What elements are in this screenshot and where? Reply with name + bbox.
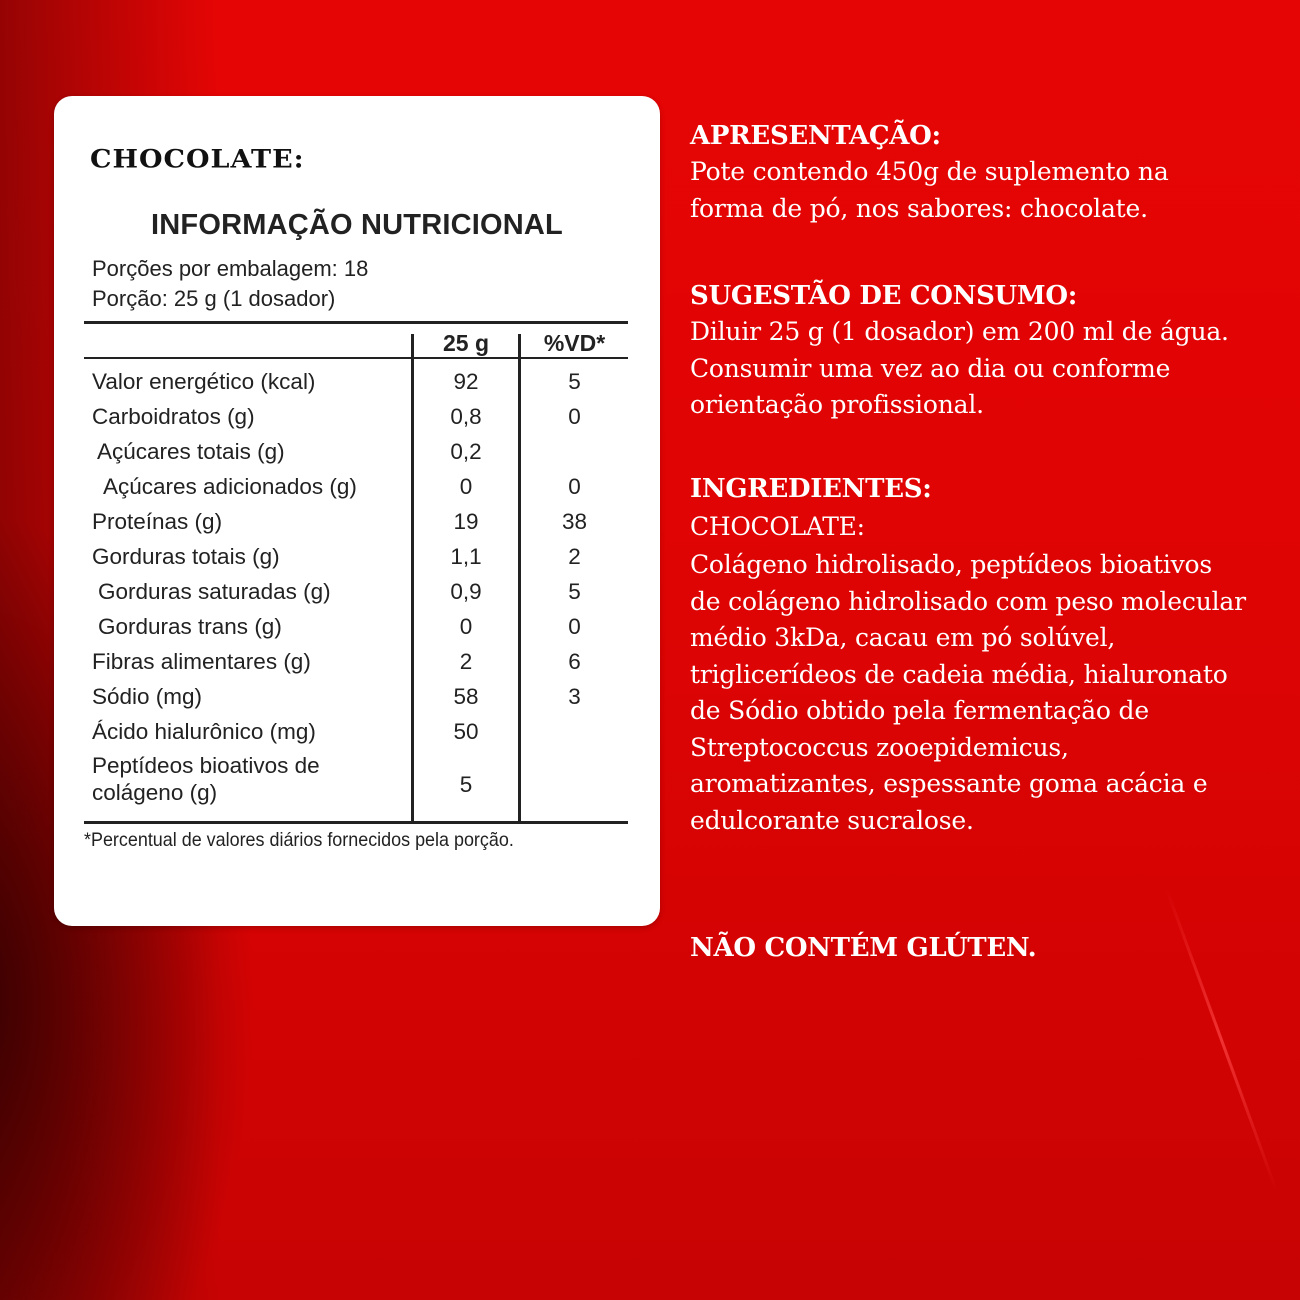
nutrient-label: Gorduras saturadas (g): [98, 579, 331, 604]
nutrient-label: Carboidratos (g): [92, 404, 255, 429]
ingredients-section: [690, 471, 1250, 839]
nutrient-amount: 0: [459, 474, 473, 499]
nutrient-daily-value: 0: [568, 474, 581, 499]
flavor-title: CHOCOLATE:: [90, 144, 305, 175]
usage-heading: SUGESTÃO DE CONSUMO:: [690, 281, 1078, 311]
gluten-section: [690, 930, 1250, 966]
nutrient-amount: 0,2: [450, 439, 482, 464]
nutrient-daily-value: 38: [561, 509, 588, 534]
nutrient-label: Peptídeos bioativos de colágeno (g): [92, 753, 320, 805]
nutrient-amount: 2: [459, 649, 473, 674]
table-row: [84, 719, 628, 749]
nutrient-amount: 92: [453, 369, 479, 394]
daily-value-footnote: *Percentual de valores diários fornecidos pela porção.: [84, 829, 514, 851]
nutrient-amount: 5: [459, 772, 473, 797]
nutrient-daily-value: 3: [568, 684, 581, 709]
nutrient-label: Açúcares totais (g): [97, 439, 285, 464]
ingredients-heading: INGREDIENTES:: [690, 474, 932, 504]
servings-per-package: Porções por embalagem: 18: [92, 256, 369, 281]
nutrient-daily-value: 2: [568, 544, 581, 569]
column-header-amount: 25 g: [442, 330, 490, 356]
table-row: [84, 404, 628, 434]
table-row: [84, 509, 628, 539]
column-header-daily-value: %VD*: [543, 330, 606, 356]
table-row: [84, 544, 628, 574]
nutrient-amount: 19: [453, 509, 479, 534]
nutrient-amount: 0,8: [450, 404, 482, 429]
nutrient-label: Sódio (mg): [92, 684, 203, 709]
nutrition-facts-card: [54, 96, 660, 926]
table-row: [84, 439, 628, 469]
nutrient-daily-value: 0: [568, 404, 581, 429]
table-row: [84, 649, 628, 679]
presentation-text: Pote contendo 450g de suplemento na forma de pó, nos sabores: chocolate.: [690, 157, 1169, 223]
nutrient-amount: 58: [453, 684, 479, 709]
nutrient-label: Fibras alimentares (g): [92, 649, 311, 674]
table-row: [84, 474, 628, 504]
serving-size: Porção: 25 g (1 dosador): [92, 286, 336, 311]
nutrient-label: Proteínas (g): [92, 509, 223, 534]
presentation-heading: APRESENTAÇÃO:: [690, 121, 941, 151]
header-separator: [84, 357, 628, 359]
nutrient-label: Valor energético (kcal): [92, 369, 316, 394]
table-row: [84, 684, 628, 714]
gluten-notice: NÃO CONTÉM GLÚTEN.: [690, 933, 1037, 963]
ingredients-flavor: CHOCOLATE:: [690, 512, 865, 541]
nutrition-table-title: INFORMAÇÃO NUTRICIONAL: [151, 209, 563, 241]
nutrient-label: Gorduras trans (g): [98, 614, 282, 639]
nutrient-daily-value: 6: [568, 649, 581, 674]
nutrient-amount: 0,9: [450, 579, 482, 604]
table-row: [84, 614, 628, 644]
usage-text: Diluir 25 g (1 dosador) em 200 ml de água. Consumir uma vez ao dia ou conforme orientação profissional.: [690, 317, 1229, 419]
presentation-section: [690, 118, 1250, 227]
usage-section: [690, 278, 1250, 424]
nutrient-daily-value: 5: [568, 579, 581, 604]
table-row: [84, 752, 628, 812]
nutrient-amount: 0: [459, 614, 473, 639]
nutrient-amount: 50: [453, 719, 479, 744]
nutrient-amount: 1,1: [450, 544, 482, 569]
nutrient-label: Gorduras totais (g): [92, 544, 280, 569]
nutrient-daily-value: 0: [568, 614, 581, 639]
nutrient-daily-value: 5: [568, 369, 581, 394]
table-row: [84, 579, 628, 609]
nutrient-label: Açúcares adicionados (g): [103, 474, 357, 499]
ingredients-text: Colágeno hidrolisado, peptídeos bioativos de colágeno hidrolisado com peso molecular médio 3kDa, cacau em pó solúvel, triglicerídeos de cadeia média, hialuronato de Sódio obtido pela fermentação de Streptococcus zooepidemicus, aromatizantes, espessante goma acácia e edulcorante sucralose.: [690, 550, 1246, 835]
nutrient-label: Ácido hialurônico (mg): [92, 719, 316, 744]
table-row: [84, 369, 628, 399]
nutrition-table: [84, 321, 628, 824]
